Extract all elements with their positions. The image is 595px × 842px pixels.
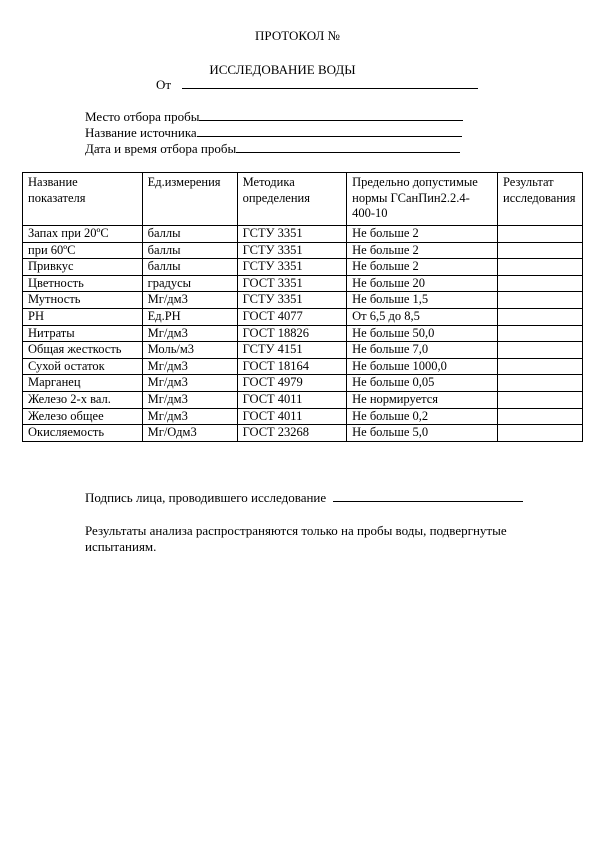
unit-cell: Ед.РН (142, 308, 237, 325)
header-indicator-name: Название показателя (23, 173, 143, 226)
indicator-name-cell: Сухой остаток (23, 358, 143, 375)
table-row (23, 308, 583, 325)
table-row (23, 425, 583, 442)
result-cell (498, 242, 583, 259)
method-cell: ГОСТ 4011 (237, 408, 347, 425)
unit-cell: баллы (142, 259, 237, 276)
table-row (23, 275, 583, 292)
unit-cell: Мг/дм3 (142, 391, 237, 408)
sample-datetime-field (85, 141, 460, 157)
method-cell: ГОСТ 18826 (237, 325, 347, 342)
result-cell (498, 275, 583, 292)
table-row (23, 226, 583, 243)
norm-cell: Не больше 7,0 (347, 342, 498, 359)
unit-cell: Мг/дм3 (142, 408, 237, 425)
table-row (23, 325, 583, 342)
result-cell (498, 292, 583, 309)
sample-place-label: Место отбора пробы (85, 109, 200, 124)
unit-cell: баллы (142, 226, 237, 243)
table-row (23, 358, 583, 375)
unit-cell: градусы (142, 275, 237, 292)
indicator-name-cell: при 60ºС (23, 242, 143, 259)
norm-cell: Не больше 1,5 (347, 292, 498, 309)
method-cell: ГОСТ 23268 (237, 425, 347, 442)
source-name-blank-line (197, 135, 462, 137)
indicator-name-cell: РН (23, 308, 143, 325)
signature-row (85, 490, 523, 506)
protocol-title: ПРОТОКОЛ № (255, 28, 340, 43)
from-label: От (156, 77, 172, 92)
indicator-name-cell: Общая жесткость (23, 342, 143, 359)
method-cell: ГОСТ 18164 (237, 358, 347, 375)
source-name-label: Название источника (85, 125, 197, 140)
result-cell (498, 408, 583, 425)
norm-cell: Не больше 1000,0 (347, 358, 498, 375)
table-row (23, 242, 583, 259)
result-cell (498, 358, 583, 375)
unit-cell: баллы (142, 242, 237, 259)
unit-cell: Мг/дм3 (142, 292, 237, 309)
table-row (23, 259, 583, 276)
norm-cell: Не больше 50,0 (347, 325, 498, 342)
result-cell (498, 342, 583, 359)
indicator-name-cell: Мутность (23, 292, 143, 309)
method-cell: ГСТУ 3351 (237, 259, 347, 276)
sample-place-blank-line (199, 119, 463, 121)
norm-cell: Не больше 0,05 (347, 375, 498, 392)
unit-cell: Мг/дм3 (142, 325, 237, 342)
results-note: Результаты анализа распространяются только на пробы воды, подвергнутые испытаниям. (85, 523, 507, 554)
indicator-name-cell: Железо 2-х вал. (23, 391, 143, 408)
result-cell (498, 391, 583, 408)
method-cell: ГОСТ 4011 (237, 391, 347, 408)
method-cell: ГСТУ 3351 (237, 292, 347, 309)
result-cell (498, 259, 583, 276)
header-result: Результат исследования (498, 173, 583, 226)
result-cell (498, 375, 583, 392)
unit-cell: Мг/дм3 (142, 358, 237, 375)
table-row (23, 292, 583, 309)
method-cell: ГСТУ 3351 (237, 242, 347, 259)
table-row (23, 342, 583, 359)
indicator-name-cell: Марганец (23, 375, 143, 392)
sample-place-field (85, 109, 463, 125)
header-unit: Ед.измерения (142, 173, 237, 226)
table-header-row (23, 173, 583, 226)
result-cell (498, 325, 583, 342)
method-cell: ГОСТ 3351 (237, 275, 347, 292)
signature-blank-line (333, 500, 523, 502)
date-blank-line (182, 87, 478, 89)
norm-cell: От 6,5 до 8,5 (347, 308, 498, 325)
result-cell (498, 308, 583, 325)
indicator-name-cell: Железо общее (23, 408, 143, 425)
sample-datetime-label: Дата и время отбора пробы (85, 141, 237, 156)
results-table (22, 172, 583, 442)
unit-cell: Моль/м3 (142, 342, 237, 359)
norm-cell: Не больше 5,0 (347, 425, 498, 442)
header-method: Методика определения (237, 173, 347, 226)
source-name-field (85, 125, 462, 141)
norm-cell: Не больше 2 (347, 242, 498, 259)
norm-cell: Не больше 2 (347, 259, 498, 276)
norm-cell: Не больше 0,2 (347, 408, 498, 425)
header-norm: Предельно допустимые нормы ГСанПин2.2.4-400-10 (347, 173, 498, 226)
signature-label: Подпись лица, проводившего исследование (85, 490, 327, 505)
result-cell (498, 425, 583, 442)
unit-cell: Мг/Одм3 (142, 425, 237, 442)
method-cell: ГСТУ 3351 (237, 226, 347, 243)
norm-cell: Не больше 20 (347, 275, 498, 292)
method-cell: ГОСТ 4979 (237, 375, 347, 392)
indicator-name-cell: Окисляемость (23, 425, 143, 442)
norm-cell: Не больше 2 (347, 226, 498, 243)
method-cell: ГОСТ 4077 (237, 308, 347, 325)
table-row (23, 375, 583, 392)
indicator-name-cell: Привкус (23, 259, 143, 276)
method-cell: ГСТУ 4151 (237, 342, 347, 359)
norm-cell: Не нормируется (347, 391, 498, 408)
unit-cell: Мг/дм3 (142, 375, 237, 392)
table-row (23, 391, 583, 408)
document-subtitle: ИССЛЕДОВАНИЕ ВОДЫ (209, 62, 356, 77)
indicator-name-cell: Нитраты (23, 325, 143, 342)
table-row (23, 408, 583, 425)
sample-datetime-blank-line (236, 151, 460, 153)
result-cell (498, 226, 583, 243)
date-row (156, 77, 478, 93)
indicator-name-cell: Цветность (23, 275, 143, 292)
indicator-name-cell: Запах при 20ºС (23, 226, 143, 243)
